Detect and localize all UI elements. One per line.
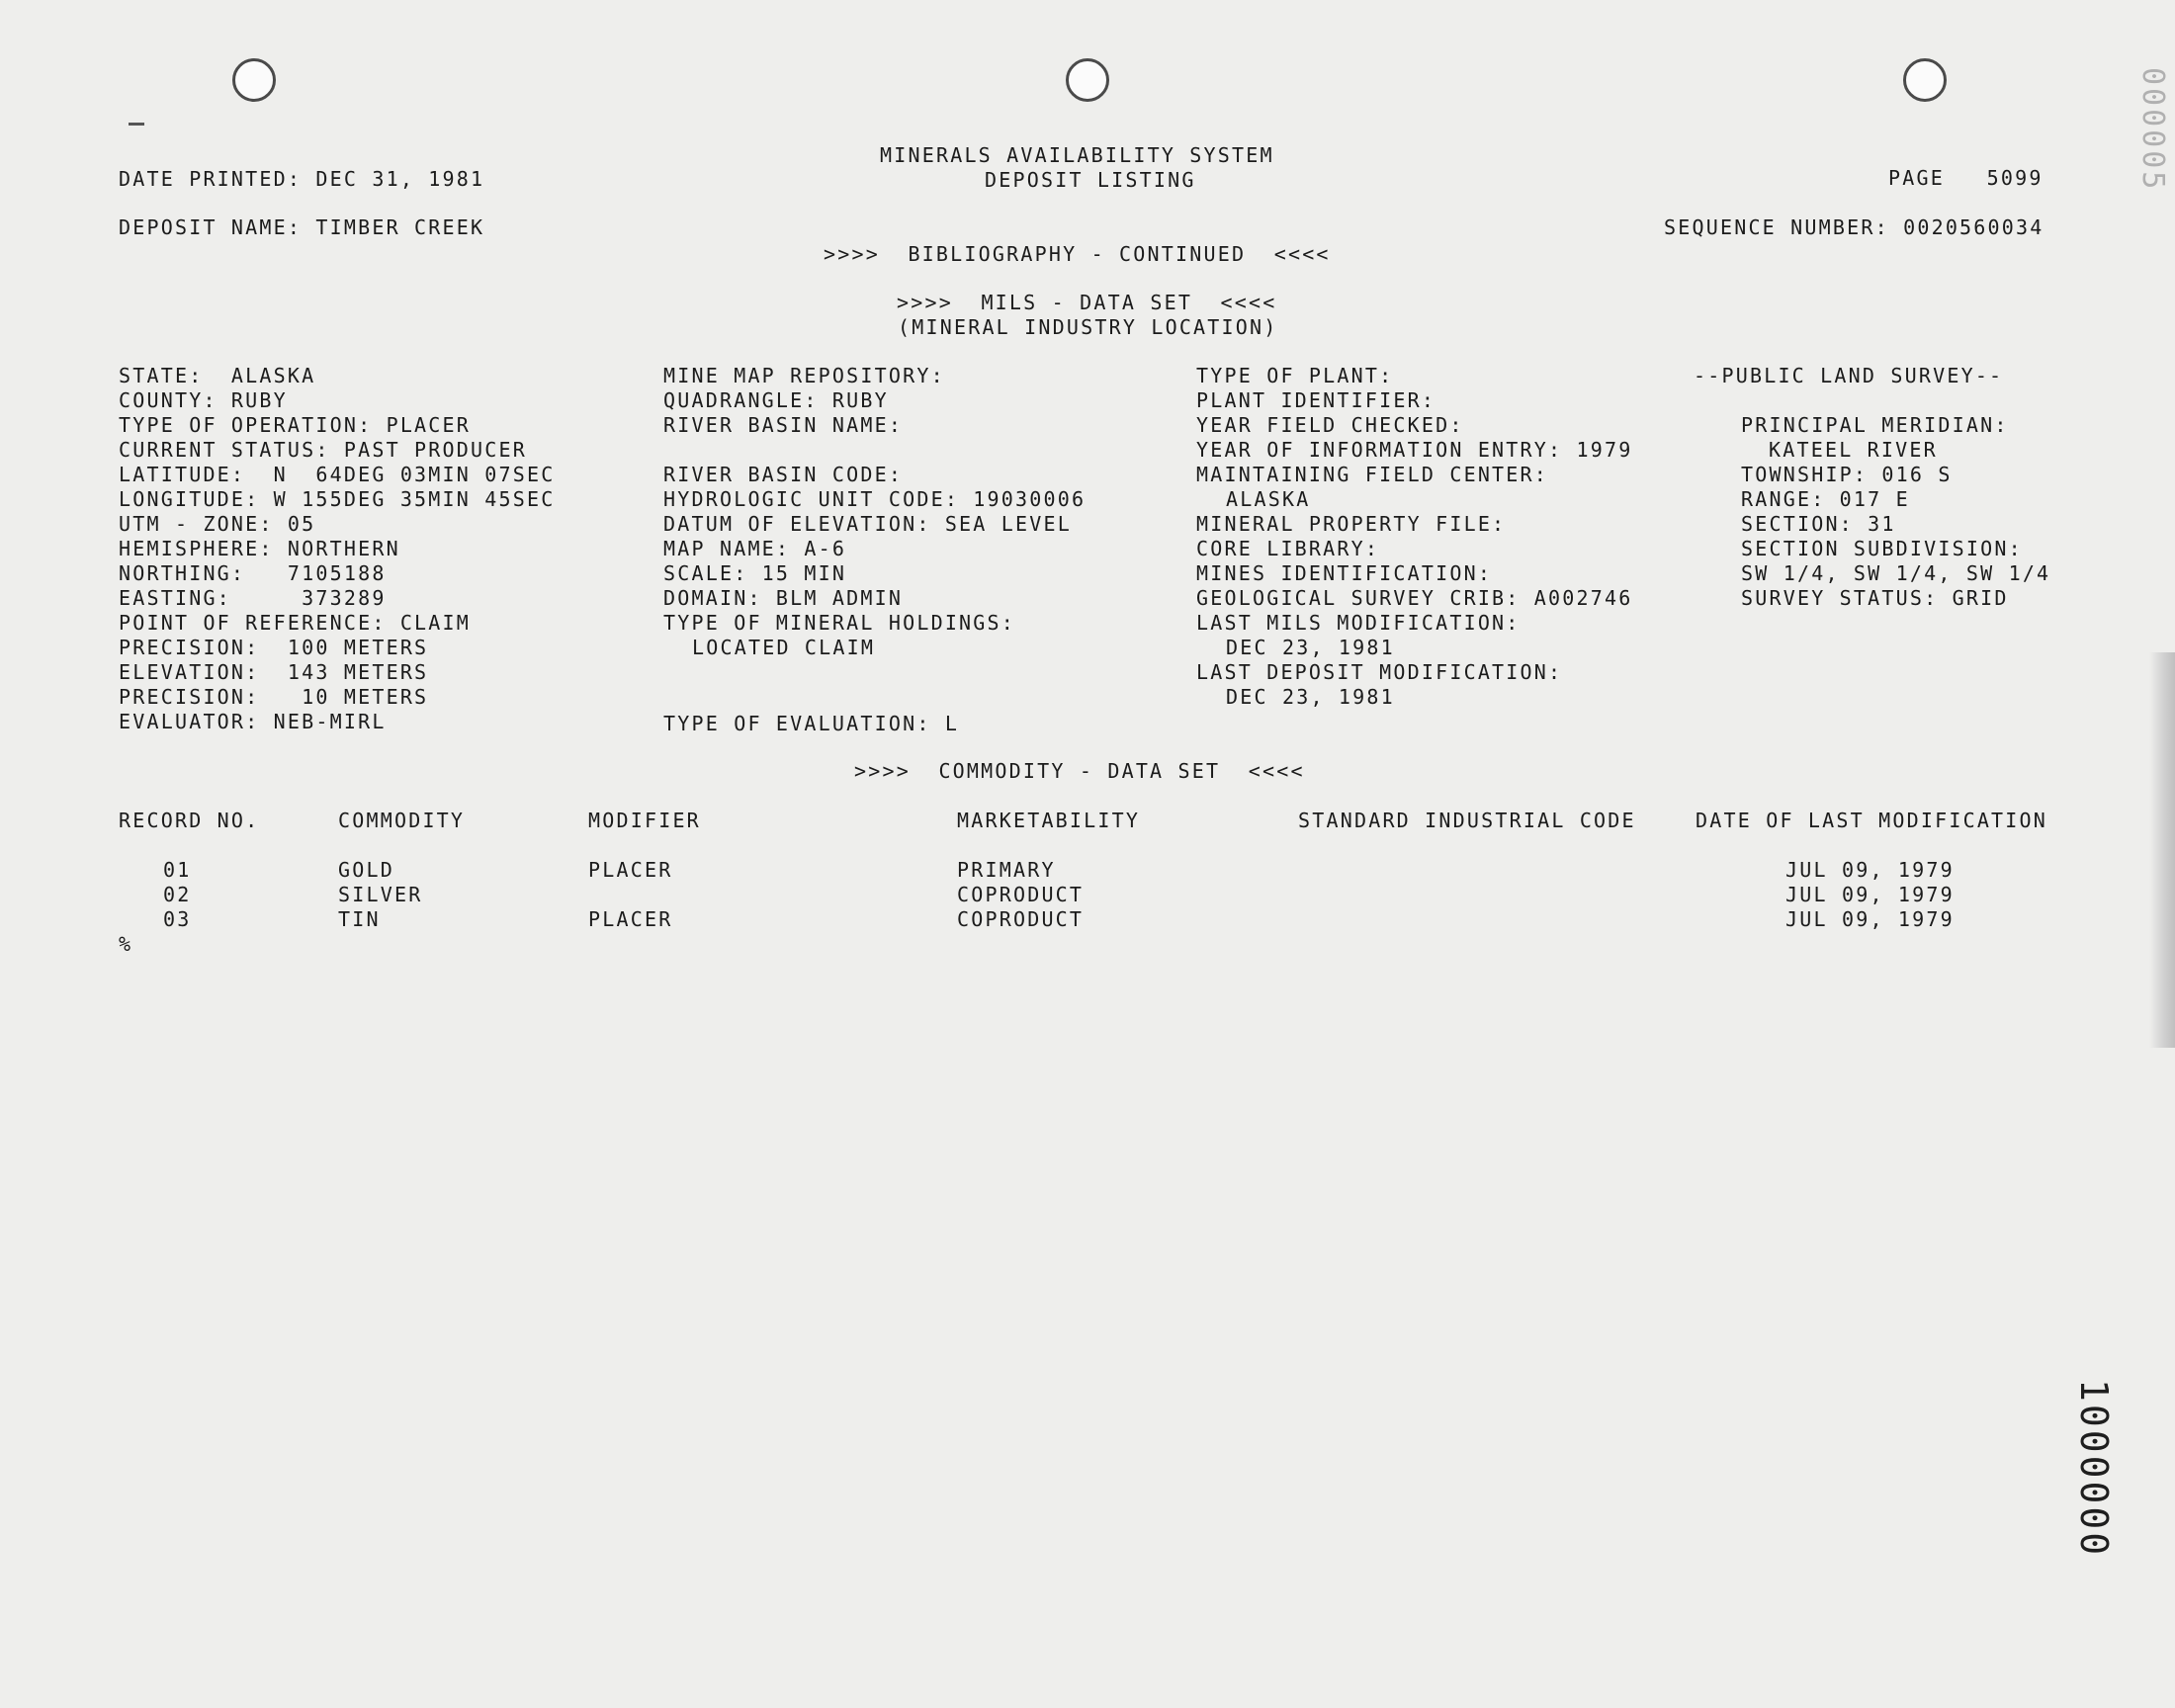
page-edge-shadow: [2149, 652, 2175, 1048]
system-title: MINERALS AVAILABILITY SYSTEM: [880, 143, 1274, 167]
column-header-marketability: MARKETABILITY: [957, 809, 1141, 832]
punch-hole-right: [1903, 58, 1947, 102]
column-header-standard-industrial-code: STANDARD INDUSTRIAL CODE: [1298, 809, 1636, 832]
field-principal-meridian-value: KATEEL RIVER: [1769, 438, 1938, 462]
cell-modifier: PLACER: [588, 858, 673, 882]
field-elevation: ELEVATION: 143 METERS: [119, 660, 429, 684]
field-type-of-plant: TYPE OF PLANT:: [1196, 364, 1394, 387]
field-type-of-evaluation: TYPE OF EVALUATION: L: [663, 712, 960, 735]
field-principal-meridian: PRINCIPAL MERIDIAN:: [1741, 413, 2009, 437]
field-plant-identifier: PLANT IDENTIFIER:: [1196, 388, 1436, 412]
field-river-basin-code: RIVER BASIN CODE:: [663, 463, 904, 486]
cell-date: JUL 09, 1979: [1785, 858, 1955, 882]
field-maintaining-field-center: MAINTAINING FIELD CENTER:: [1196, 463, 1549, 486]
field-last-deposit-modification: LAST DEPOSIT MODIFICATION:: [1196, 660, 1563, 684]
field-mineral-property-file: MINERAL PROPERTY FILE:: [1196, 512, 1507, 536]
field-mine-map-repository: MINE MAP REPOSITORY:: [663, 364, 945, 387]
page-number: PAGE 5099: [1888, 166, 2044, 190]
commodity-heading: >>>> COMMODITY - DATA SET <<<<: [854, 759, 1305, 783]
cell-commodity: GOLD: [338, 858, 394, 882]
field-hydrologic-unit-code: HYDROLOGIC UNIT CODE: 19030006: [663, 487, 1087, 511]
field-utm-zone: UTM - ZONE: 05: [119, 512, 316, 536]
punch-hole-left: [232, 58, 276, 102]
field-last-mils-modification-value: DEC 23, 1981: [1226, 636, 1395, 659]
cell-record-no: 02: [163, 883, 192, 906]
field-evaluator: EVALUATOR: NEB-MIRL: [119, 710, 387, 733]
field-domain: DOMAIN: BLM ADMIN: [663, 586, 904, 610]
field-county: COUNTY: RUBY: [119, 388, 288, 412]
punch-hole-center: [1066, 58, 1109, 102]
field-precision: PRECISION: 100 METERS: [119, 636, 429, 659]
field-state: STATE: ALASKA: [119, 364, 316, 387]
field-hemisphere: HEMISPHERE: NORTHERN: [119, 537, 400, 560]
column-header-date-of-last-modification: DATE OF LAST MODIFICATION: [1696, 809, 2048, 832]
field-section: SECTION: 31: [1741, 512, 1896, 536]
end-marker: %: [119, 932, 133, 956]
field-scale: SCALE: 15 MIN: [663, 561, 847, 585]
cell-commodity: SILVER: [338, 883, 423, 906]
date-printed: DATE PRINTED: DEC 31, 1981: [119, 167, 485, 191]
field-year-field-checked: YEAR FIELD CHECKED:: [1196, 413, 1464, 437]
cell-modifier: PLACER: [588, 907, 673, 931]
frame-number-bottom: 1000000: [2072, 1379, 2116, 1559]
field-point-of-reference: POINT OF REFERENCE: CLAIM: [119, 611, 472, 635]
column-header-record-no: RECORD NO.: [119, 809, 260, 832]
field-datum-of-elevation: DATUM OF ELEVATION: SEA LEVEL: [663, 512, 1072, 536]
field-longitude: LONGITUDE: W 155DEG 35MIN 45SEC: [119, 487, 556, 511]
field-river-basin-name: RIVER BASIN NAME:: [663, 413, 904, 437]
field-range: RANGE: 017 E: [1741, 487, 1910, 511]
field-northing: NORTHING: 7105188: [119, 561, 387, 585]
sequence-number: SEQUENCE NUMBER: 0020560034: [1664, 215, 2044, 239]
field-map-name: MAP NAME: A-6: [663, 537, 847, 560]
mils-heading: >>>> MILS - DATA SET <<<<: [897, 291, 1277, 314]
cell-marketability: COPRODUCT: [957, 907, 1085, 931]
field-type-of-operation: TYPE OF OPERATION: PLACER: [119, 413, 472, 437]
field-mineral-holdings-value: LOCATED CLAIM: [692, 636, 876, 659]
field-current-status: CURRENT STATUS: PAST PRODUCER: [119, 438, 527, 462]
field-last-mils-modification: LAST MILS MODIFICATION:: [1196, 611, 1521, 635]
field-type-of-mineral-holdings: TYPE OF MINERAL HOLDINGS:: [663, 611, 1016, 635]
stray-mark: [129, 123, 144, 126]
field-easting: EASTING: 373289: [119, 586, 387, 610]
field-last-deposit-modification-value: DEC 23, 1981: [1226, 685, 1395, 709]
field-maintaining-field-center-value: ALASKA: [1226, 487, 1311, 511]
bibliography-heading: >>>> BIBLIOGRAPHY - CONTINUED <<<<: [824, 242, 1331, 266]
field-core-library: CORE LIBRARY:: [1196, 537, 1380, 560]
field-section-subdivision: SECTION SUBDIVISION:: [1741, 537, 2023, 560]
cell-marketability: PRIMARY: [957, 858, 1056, 882]
field-quadrangle: QUADRANGLE: RUBY: [663, 388, 889, 412]
field-latitude: LATITUDE: N 64DEG 03MIN 07SEC: [119, 463, 556, 486]
cell-marketability: COPRODUCT: [957, 883, 1085, 906]
column-header-modifier: MODIFIER: [588, 809, 701, 832]
cell-date: JUL 09, 1979: [1785, 883, 1955, 906]
listing-title: DEPOSIT LISTING: [985, 168, 1196, 192]
cell-commodity: TIN: [338, 907, 381, 931]
cell-record-no: 03: [163, 907, 192, 931]
field-township: TOWNSHIP: 016 S: [1741, 463, 1953, 486]
public-land-survey-heading: --PUBLIC LAND SURVEY--: [1694, 364, 2004, 387]
field-elevation-precision: PRECISION: 10 METERS: [119, 685, 429, 709]
cell-date: JUL 09, 1979: [1785, 907, 1955, 931]
frame-number-top: 000005: [2135, 67, 2170, 193]
field-survey-status: SURVEY STATUS: GRID: [1741, 586, 2009, 610]
field-geological-survey-crib: GEOLOGICAL SURVEY CRIB: A002746: [1196, 586, 1633, 610]
mils-subheading: (MINERAL INDUSTRY LOCATION): [898, 315, 1278, 339]
column-header-commodity: COMMODITY: [338, 809, 466, 832]
deposit-name: DEPOSIT NAME: TIMBER CREEK: [119, 215, 485, 239]
field-section-subdivision-value: SW 1/4, SW 1/4, SW 1/4: [1741, 561, 2051, 585]
cell-record-no: 01: [163, 858, 192, 882]
field-year-of-information-entry: YEAR OF INFORMATION ENTRY: 1979: [1196, 438, 1633, 462]
field-mines-identification: MINES IDENTIFICATION:: [1196, 561, 1493, 585]
